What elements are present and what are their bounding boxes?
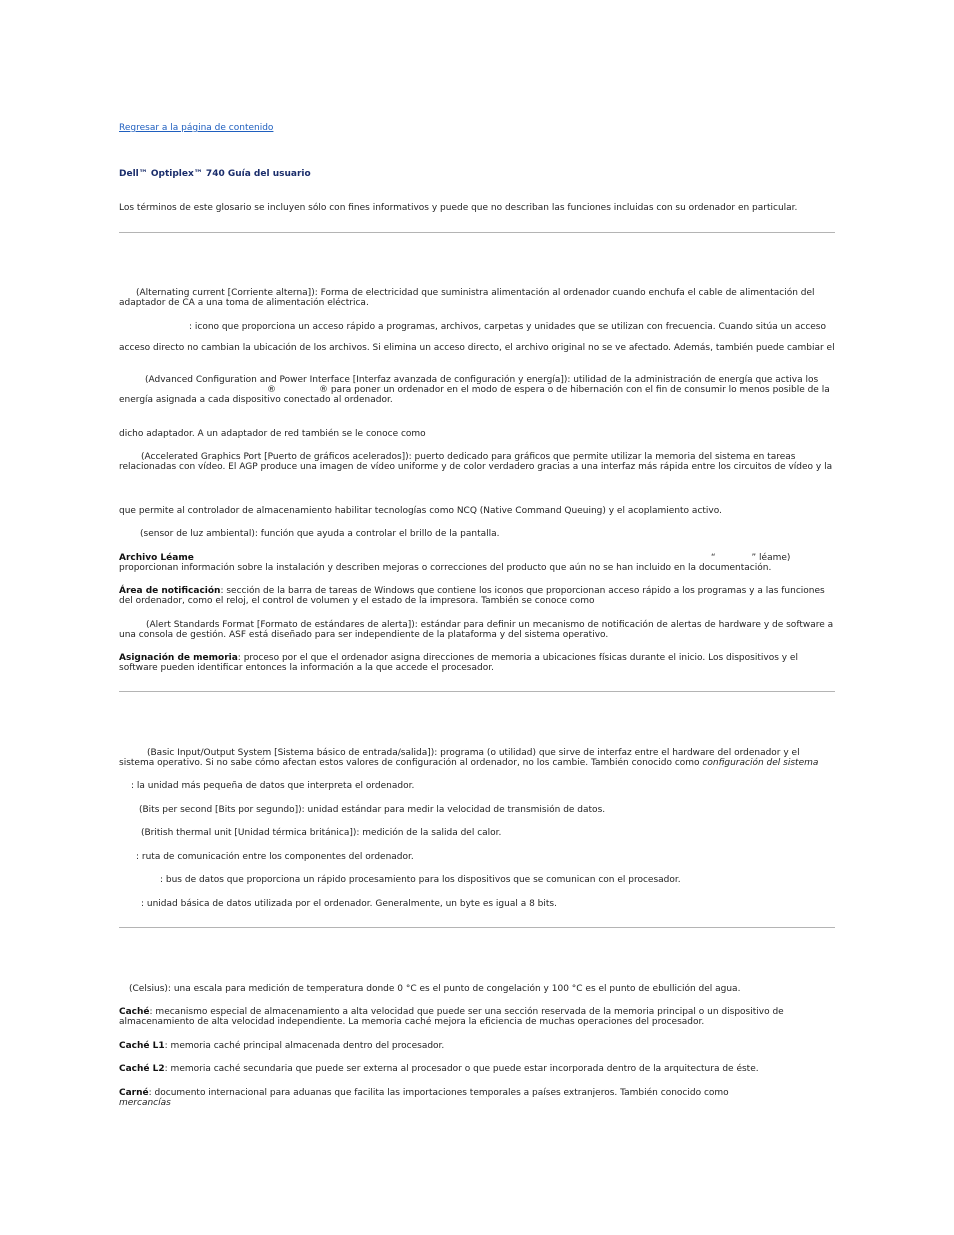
page-title: Dell™ Optiplex™ 740 Guía del usuario <box>119 169 311 179</box>
glossary-entry-bus: : ruta de comunicación entre los componentes del ordenador. <box>136 852 414 862</box>
glossary-entry-notification-area: Área de notificación: sección de la barra de tareas de Windows que contiene los iconos que proporcionan acceso rápido a los programas y a las funciones del ordenador, como el reloj, el control de volumen y el estado de la impresora. También se conoce como <box>119 586 825 606</box>
glossary-entry-readme: Archivo Léame “ ” léame) proporcionan información sobre la instalación y describen mejoras o correcciones del producto que aún no se han incluido en la documentación. <box>119 553 791 573</box>
glossary-entry-bit: : la unidad más pequeña de datos que interpreta el ordenador. <box>131 781 415 791</box>
glossary-entry-als: (sensor de luz ambiental): función que ayuda a controlar el brillo de la pantalla. <box>140 529 500 539</box>
glossary-entry-byte: : unidad básica de datos utilizada por el ordenador. Generalmente, un byte es igual a 8 bits. <box>141 899 557 909</box>
divider-a <box>119 232 835 233</box>
glossary-entry-agp: (Accelerated Graphics Port [Puerto de gráficos acelerados]): puerto dedicado para gráficos que permite utilizar la memoria del sistema en tareas relacionadas con vídeo. El AGP produce una imagen de vídeo uniforme y de color verdadero gracias a una interfaz más rápida entre los circuitos de vídeo y la <box>119 452 833 472</box>
glossary-entry-ac: (Alternating current [Corriente alterna]): Forma de electricidad que suministra alimentación al ordenador cuando enchufa el cable de alimentación del adaptador de CA a una toma de alimentación eléctrica. <box>119 288 815 308</box>
glossary-entry-shortcut-cont: acceso directo no cambian la ubicación de los archivos. Si elimina un acceso directo, el archivo original no se ve afectado. Además, también puede cambiar el <box>119 343 835 353</box>
glossary-entry-asf: (Alert Standards Format [Formato de estándares de alerta]): estándar para definir un mecanismo de notificación de alertas de hardware y de software a una consola de gestión. ASF está diseñado para ser independiente de la plataforma y del sistema operativo. <box>119 620 834 640</box>
glossary-entry-btu: (British thermal unit [Unidad térmica británica]): medición de la salida del calor. <box>141 828 502 838</box>
divider-c <box>119 927 835 928</box>
glossary-entry-cache: Caché: mecanismo especial de almacenamiento a alta velocidad que puede ser una sección reservada de la memoria principal o un dispositivo de almacenamiento de alta velocidad independiente. La memoria caché mejora la eficiencia de muchas operaciones del procesador. <box>119 1007 784 1027</box>
divider-b <box>119 691 835 692</box>
glossary-entry-cache-l2: Caché L2: memoria caché secundaria que puede ser externa al procesador o que puede estar incorporada dentro de la arquitectura de éste. <box>119 1064 759 1074</box>
glossary-entry-shortcut: : icono que proporciona un acceso rápido a programas, archivos, carpetas y unidades que se utilizan con frecuencia. Cuando sitúa un acceso <box>189 322 827 332</box>
glossary-entry-celsius: (Celsius): una escala para medición de temperatura donde 0 °C es el punto de congelación y 100 °C es el punto de ebullición del agua. <box>129 984 741 994</box>
glossary-entry-memory-mapping: Asignación de memoria: proceso por el que el ordenador asigna direcciones de memoria a ubicaciones físicas durante el inicio. Los dispositivos y el software pueden identificar entonces la información a la que accede el procesador. <box>119 653 798 673</box>
glossary-entry-bios: (Basic Input/Output System [Sistema básico de entrada/salida]): programa (o utilidad) que sirve de interfaz entre el hardware del ordenador y el sistema operativo. Si no sabe cómo afectan estos valores de configuración al ordenador, no los cambie. También conocido como configuración del sistema <box>119 748 819 768</box>
back-to-contents-link[interactable]: Regresar a la página de contenido <box>119 123 274 133</box>
glossary-entry-cache-l1: Caché L1: memoria caché principal almacenada dentro del procesador. <box>119 1041 445 1051</box>
glossary-entry-ahci: que permite al controlador de almacenamiento habilitar tecnologías como NCQ (Native Command Queuing) y el acoplamiento activo. <box>119 506 722 516</box>
glossary-entry-bps: (Bits per second [Bits por segundo]): unidad estándar para medir la velocidad de transmisión de datos. <box>139 805 606 815</box>
glossary-entry-acpi: (Advanced Configuration and Power Interface [Interfaz avanzada de configuración y energía]): utilidad de la administración de energía que activa los ® ® para poner un ordenador en el modo de espera o de hibernación con el fin de consumir lo menos posible de la energía asignada a cada dispositivo conectado al ordenador. <box>119 375 830 405</box>
intro-text: Los términos de este glosario se incluyen sólo con fines informativos y puede que no describan las funciones incluidas con su ordenador en particular. <box>119 203 798 213</box>
glossary-entry-local-bus: : bus de datos que proporciona un rápido procesamiento para los dispositivos que se comunican con el procesador. <box>160 875 681 885</box>
glossary-entry-carnet: Carné: documento internacional para aduanas que facilita las importaciones temporales a países extranjeros. También conocido como mercancías <box>119 1088 729 1108</box>
glossary-entry-adapter: dicho adaptador. A un adaptador de red también se le conoce como <box>119 429 426 439</box>
